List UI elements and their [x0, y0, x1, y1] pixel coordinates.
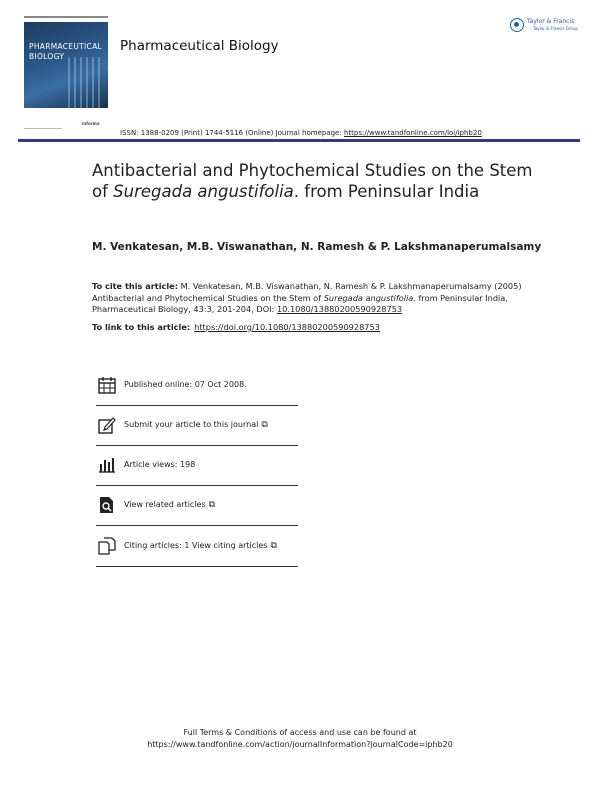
article-doi-url[interactable]: https://doi.org/10.1080/13880200590928753 [194, 322, 380, 332]
related-articles-link[interactable]: View related articles ⧉ [124, 500, 216, 510]
species-name: Suregada angustifolia [113, 182, 294, 201]
edit-icon [98, 416, 116, 434]
terms-footer [0, 727, 600, 750]
issn-text: ISSN: 1388-0209 (Print) 1744-5116 (Online) Journal homepage: [120, 129, 342, 137]
external-link-icon: ⧉ [208, 500, 216, 510]
external-link-icon: ⧉ [261, 420, 268, 430]
article-views-text: Article views: 198 [124, 460, 196, 469]
submit-article-link[interactable]: Submit your article to this journal ⧉ [124, 420, 268, 430]
journal-name: Pharmaceutical Biology [120, 38, 279, 54]
bar-chart-icon [98, 456, 116, 474]
article-title: Antibacterial and Phytochemical Studies on the Stem of Suregada angustifolia. from Peninsular India [92, 161, 533, 201]
journal-cover [24, 16, 108, 108]
publisher-sub: Taylor & Francis Group [533, 26, 578, 31]
document-search-icon [98, 496, 116, 514]
publisher-logo-icon [510, 18, 524, 32]
external-link-icon: ⧉ [270, 541, 277, 551]
authors: M. Venkatesan, M.B. Viswanathan, N. Ramesh & P. Lakshmanaperumalsamy [92, 241, 542, 253]
cover-title-line2: BIOLOGY [29, 52, 65, 61]
cover-title [29, 42, 102, 62]
journal-homepage-link[interactable]: https://www.tandfonline.com/loi/iphb20 [343, 129, 482, 137]
submit-article-row[interactable] [96, 406, 298, 446]
published-online-row [96, 366, 298, 406]
cover-top-rule [24, 16, 108, 18]
cite-label: To cite this article: [92, 281, 178, 291]
taylor-francis-logo [510, 16, 580, 36]
citing-articles-row[interactable] [96, 527, 298, 567]
issn-line [120, 129, 482, 137]
published-online-text: Published online: 07 Oct 2008. [124, 380, 247, 389]
informa-logo: informa [82, 121, 100, 126]
cover-underline [24, 128, 62, 129]
publisher-name: Taylor & Francis [527, 18, 575, 25]
doi-link[interactable]: 10.1080/13880200590928753 [276, 304, 403, 314]
link-line [92, 322, 380, 332]
terms-line: Full Terms & Conditions of access and use can be found at [183, 728, 417, 737]
article-views-row [96, 446, 298, 486]
citation-block: To cite this article: M. Venkatesan, M.B. Viswanathan, N. Ramesh & P. Lakshmanaperumalsamy (2005) Antibacterial and Phytochemical Studies on the Stem of Suregada angustifolia. from Peninsular India, Pharmaceutical Biology, 43:3, 201-204, DOI: 10.1080/13880200590928753 [92, 281, 522, 314]
citing-articles-link[interactable]: Citing articles: 1 View citing articles ⧉ [124, 541, 277, 551]
cover-title-line1: PHARMACEUTICAL [29, 42, 102, 51]
related-articles-row[interactable] [96, 486, 298, 526]
header-divider [18, 139, 580, 142]
cover-image [24, 22, 108, 108]
citing-articles-icon [98, 537, 116, 555]
calendar-icon [98, 376, 116, 394]
terms-url[interactable]: https://www.tandfonline.com/action/journalInformation?journalCode=iphb20 [147, 739, 453, 749]
link-label: To link to this article: [92, 322, 191, 332]
